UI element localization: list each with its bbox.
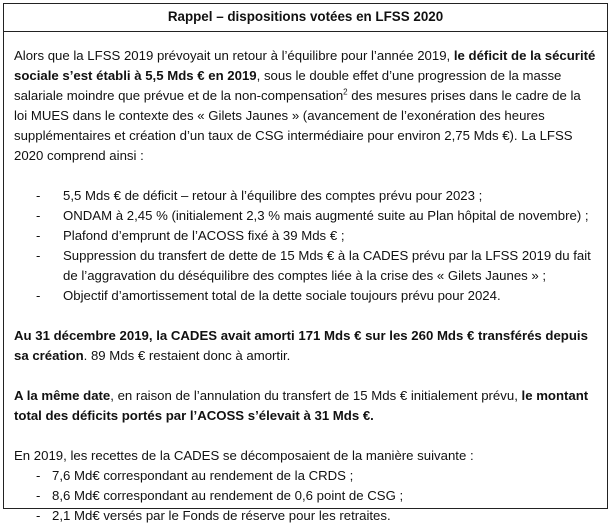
footnote-ref: 2 (343, 87, 348, 97)
list-item: - 5,5 Mds € de déficit – retour à l’équilibre des comptes prévu pour 2023 ; (14, 186, 597, 206)
cades-revenue-list (14, 466, 597, 526)
dash-bullet: - (36, 468, 41, 483)
dash-bullet: - (36, 228, 41, 243)
dash-bullet: - (36, 488, 41, 503)
cades-amortization-paragraph: Au 31 décembre 2019, la CADES avait amorti 171 Mds € sur les 260 Mds € transférés depuis sa création. 89 Mds € restaient donc à amortir. (14, 328, 588, 363)
list-item: - ONDAM à 2,45 % (initialement 2,3 % mais augmenté suite au Plan hôpital de novembre) ; (14, 206, 597, 226)
intro-paragraph: Alors que la LFSS 2019 prévoyait un retour à l’équilibre pour l’année 2019, le déficit de la sécurité sociale s’est établi à 5,5 Mds € en 2019, sous le double effet d’une progression de la masse salariale moindre que prévue et de la non-compensation$^2$ des mesures prises dans le cadre de la loi MUES dans le contexte des « Gilets Jaunes » (avancement de l’exonération des heures supplémentaires et création d’un taux de CSG intermédiaire pour environ 2,75 Mds €). La LFSS 2020 comprend ainsi : (14, 48, 596, 163)
lfss-2020-list (14, 186, 597, 306)
cades-revenue-paragraph: En 2019, les recettes de la CADES se décomposaient de la manière suivante : (14, 448, 474, 463)
list-item: - Plafond d’emprunt de l’ACOSS fixé à 39 Mds € ; (14, 226, 597, 246)
dash-bullet: - (36, 288, 41, 303)
box-title: Rappel – dispositions votées en LFSS 2020 (4, 4, 607, 32)
dash-bullet: - (36, 248, 41, 263)
dash-bullet: - (36, 188, 41, 203)
dash-bullet: - (36, 208, 41, 223)
reminder-box (3, 3, 608, 523)
list-item: - 7,6 Md€ correspondant au rendement de la CRDS ; (14, 466, 597, 486)
list-item: - Objectif d’amortissement total de la dette sociale toujours prévu pour 2024. (14, 286, 597, 306)
dash-bullet: - (36, 508, 41, 523)
list-item: - 2,1 Md€ versés par le Fonds de réserve pour les retraites. (14, 506, 597, 526)
list-item: - Suppression du transfert de dette de 15 Mds € à la CADES prévu par la LFSS 2019 du fait de l’aggravation du déséquilibre des comptes liée à la crise des « Gilets Jaunes » ; (36, 248, 591, 283)
list-item: - 8,6 Md€ correspondant au rendement de 0,6 point de CSG ; (14, 486, 597, 506)
acoss-deficit-paragraph: A la même date, en raison de l’annulation du transfert de 15 Mds € initialement prévu, le montant total des déficits portés par l’ACOSS s’élevait à 31 Mds €. (14, 388, 589, 423)
box-body (4, 32, 607, 526)
deficit-highlight: le déficit de la sécurité sociale s’est établi à 5,5 Mds € en 2019 (14, 48, 596, 83)
